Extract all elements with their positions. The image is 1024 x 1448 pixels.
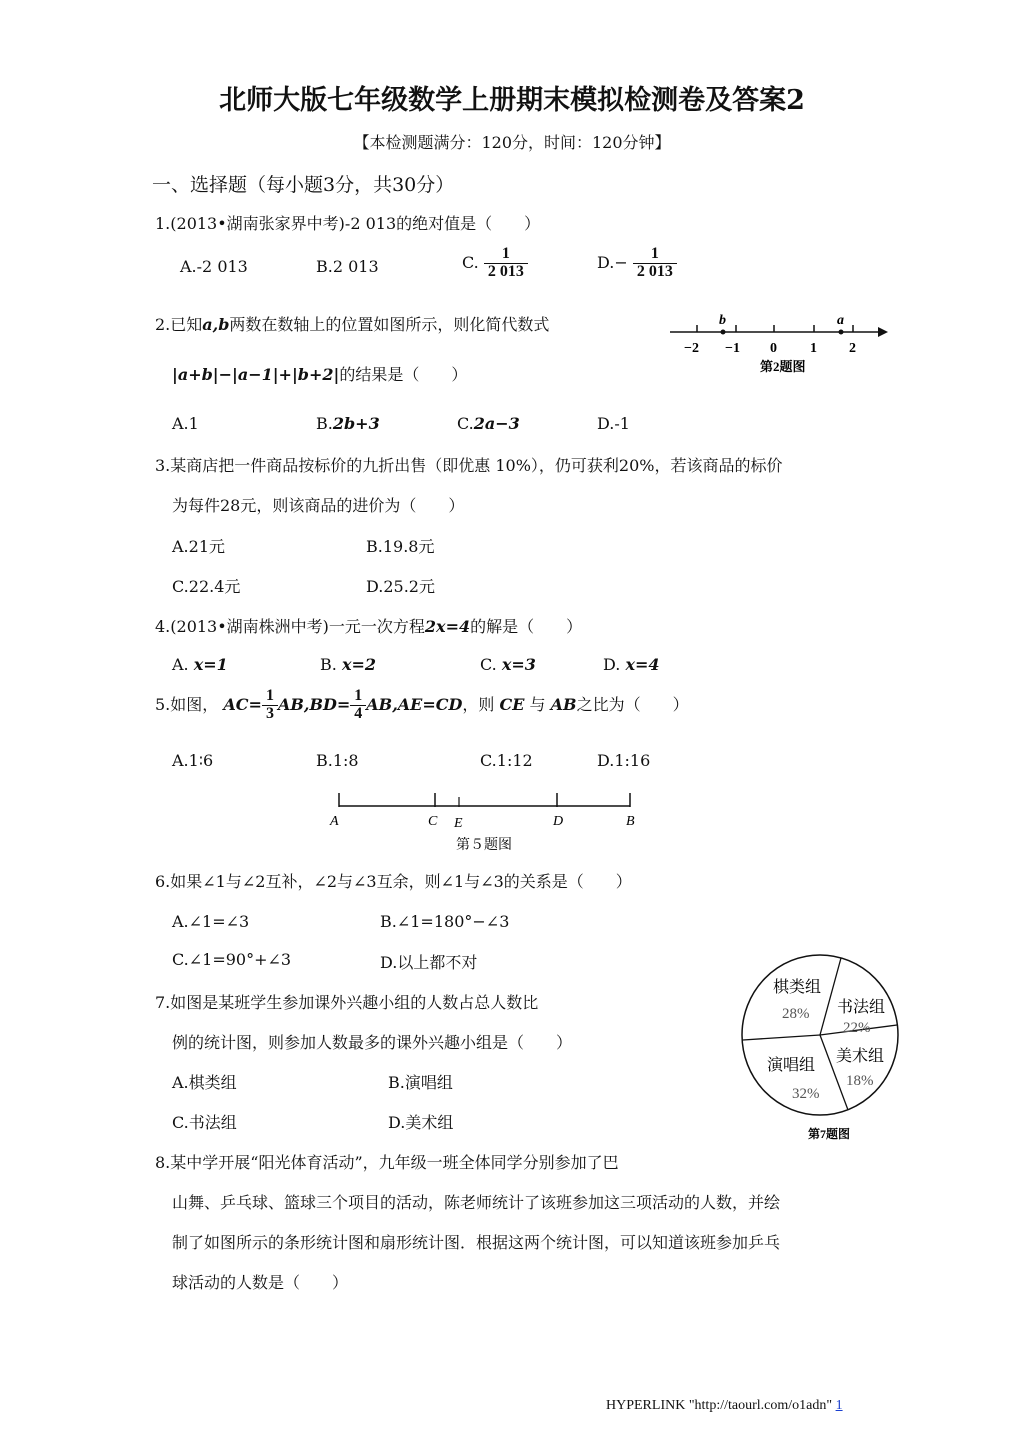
q5-stem-start: 5.如图， xyxy=(155,694,219,714)
q7-option-b: B.演唱组 xyxy=(388,1073,453,1092)
q1-c-numerator: 1 xyxy=(484,246,528,264)
q5-option-a: A.1∶6 xyxy=(172,751,214,770)
q5-equals: = xyxy=(336,694,351,714)
q4-option-d-label: D. xyxy=(603,655,621,674)
q4-option-b xyxy=(320,655,376,674)
q2-option-b-expr: 2b+3 xyxy=(332,414,380,433)
q1-d-numerator: 1 xyxy=(633,246,677,264)
q1-d-fraction xyxy=(633,246,677,281)
section-heading: 一、选择题（每小题3分，共30分） xyxy=(152,174,455,196)
point-D-label: D xyxy=(553,814,564,829)
pie-label-singing: 演唱组 xyxy=(767,1057,816,1074)
page-number[interactable]: 1 xyxy=(835,1398,843,1413)
q3-option-d: D.25.2元 xyxy=(366,577,435,596)
q2-stem-2: 的结果是（ ） xyxy=(339,365,468,384)
q1-c-denominator: 2 013 xyxy=(487,262,524,280)
q1-option-b: B.2 013 xyxy=(316,257,379,276)
q1-option-c-label: C. xyxy=(462,252,479,272)
pie-pct-art: 18% xyxy=(846,1073,874,1089)
q1-d-denominator: 2 013 xyxy=(636,262,673,280)
pie-label-art: 美术组 xyxy=(836,1048,885,1065)
q2-expression: |a+b|−|a−1|+|b+2| xyxy=(172,365,340,384)
footer-hyperlink xyxy=(606,1398,843,1414)
question-8-line3: 制了如图所示的条形统计图和扇形统计图．根据这两个统计图，可以知道该班参加乒乓 xyxy=(172,1233,781,1252)
q4-option-a-label: A. xyxy=(172,655,189,674)
q5-ab-bd: AB,BD xyxy=(277,694,337,714)
q5-with: 与 xyxy=(529,694,546,714)
q5-ab: AB xyxy=(550,694,577,714)
tick-label: 1 xyxy=(810,341,817,356)
segment-figure xyxy=(328,788,648,854)
q5-option-d: D.1:16 xyxy=(597,751,651,770)
q4-option-c-label: C. xyxy=(480,655,497,674)
question-2 xyxy=(155,312,549,335)
q4-option-d xyxy=(603,655,660,674)
q4-stem-start: 4.(2013•湖南株洲中考)一元一次方程 xyxy=(155,617,425,636)
q2-variables: a,b xyxy=(202,315,230,334)
q4-option-b-label: B. xyxy=(320,655,337,674)
q2-option-c-label: C. xyxy=(457,414,474,433)
pie-pct-singing: 32% xyxy=(792,1086,820,1102)
point-E-label: E xyxy=(454,816,463,831)
question-7-line2: 例的统计图，则参加人数最多的课外兴趣小组是（ ） xyxy=(172,1033,573,1052)
q5-f2-numerator: 1 xyxy=(350,688,366,706)
question-6: 6.如果∠1与∠2互补，∠2与∠3互余，则∠1与∠3的关系是（ ） xyxy=(155,872,632,891)
q2-option-a: A.1 xyxy=(172,414,199,433)
tick-label: −1 xyxy=(725,341,740,356)
q3-option-a: A.21元 xyxy=(172,537,226,556)
pie-label-calligraphy: 书法组 xyxy=(837,999,886,1016)
tick-label: −2 xyxy=(684,341,699,356)
q5-then: ，则 xyxy=(462,694,495,714)
q5-ab-ae-cd: AB,AE=CD xyxy=(366,694,463,714)
point-A-label: A xyxy=(330,814,339,829)
q5-fraction-1-4 xyxy=(350,688,366,723)
figure-caption: 第7题图 xyxy=(808,1127,851,1141)
q5-f2-denominator: 4 xyxy=(354,704,363,722)
q7-option-c: C.书法组 xyxy=(172,1113,237,1132)
pie-pct-chess: 28% xyxy=(782,1006,810,1022)
q4-stem-end: 的解是（ ） xyxy=(470,617,583,636)
question-7: 7.如图是某班学生参加课外兴趣小组的人数占总人数比 xyxy=(155,993,539,1012)
tick-label: 0 xyxy=(770,341,777,356)
q6-option-a: A.∠1=∠3 xyxy=(172,912,250,931)
footer-link-text: HYPERLINK "http://taourl.com/o1adn" xyxy=(606,1398,833,1413)
q1-option-c xyxy=(462,246,528,281)
number-line-figure xyxy=(664,306,894,378)
q1-option-d-label: D.− xyxy=(597,252,628,272)
q4-option-c-expr: x=3 xyxy=(501,655,536,674)
q5-stem-end: 之比为（ ） xyxy=(576,694,689,714)
point-C-label: C xyxy=(428,814,438,829)
q6-option-c: C.∠1=90°+∠3 xyxy=(172,950,292,969)
exam-info: 【本检测题满分：120分，时间：120分钟】 xyxy=(353,133,671,152)
q2-stem-end: 两数在数轴上的位置如图所示，则化简代数式 xyxy=(229,315,550,334)
q1-option-a: A.-2 013 xyxy=(180,257,248,276)
figure-caption: 第2题图 xyxy=(760,359,806,374)
q2-option-d: D.-1 xyxy=(597,414,630,433)
q2-option-c-expr: 2a−3 xyxy=(473,414,520,433)
q4-option-a xyxy=(172,655,228,674)
question-4 xyxy=(155,614,582,637)
q3-option-b: B.19.8元 xyxy=(366,537,435,556)
q2-option-b-label: B. xyxy=(316,414,333,433)
point-B-label: B xyxy=(626,814,635,829)
question-3-line2: 为每件28元，则该商品的进价为（ ） xyxy=(172,496,465,515)
question-8-line2: 山舞、乒乓球、篮球三个项目的活动，陈老师统计了该班参加这三项活动的人数，并绘 xyxy=(172,1193,781,1212)
q2-option-b xyxy=(316,414,380,433)
q6-option-d: D.以上都不对 xyxy=(380,953,478,972)
q5-equals: = xyxy=(248,694,262,714)
q1-option-d xyxy=(597,246,677,281)
point-b-label: b xyxy=(719,313,726,328)
q5-option-c: C.1:12 xyxy=(480,751,533,770)
q6-option-b: B.∠1=180°−∠3 xyxy=(380,912,510,931)
pie-label-chess: 棋类组 xyxy=(773,979,822,996)
q5-ce: CE xyxy=(499,694,525,714)
page-title: 北师大版七年级数学上册期末模拟检测卷及答案2 xyxy=(219,85,805,116)
tick-label: 2 xyxy=(849,341,856,356)
q4-option-b-expr: x=2 xyxy=(341,655,377,674)
q2-option-c xyxy=(457,414,520,433)
question-5 xyxy=(155,688,689,723)
point-a-label: a xyxy=(837,313,844,328)
question-2-line2 xyxy=(172,362,467,385)
q5-ac: AC xyxy=(223,694,249,714)
q4-equation: 2x=4 xyxy=(424,617,471,636)
figure-caption: 第５题图 xyxy=(456,838,512,853)
q4-option-c xyxy=(480,655,536,674)
question-3: 3.某商店把一件商品按标价的九折出售（即优惠 10%），仍可获利20%，若该商品的标价 xyxy=(155,456,783,475)
q4-option-d-expr: x=4 xyxy=(625,655,660,674)
q5-f1-denominator: 3 xyxy=(265,704,274,722)
q1-c-fraction xyxy=(484,246,528,281)
q5-f1-numerator: 1 xyxy=(262,688,278,706)
q3-option-c: C.22.4元 xyxy=(172,577,241,596)
q4-option-a-expr: x=1 xyxy=(193,655,228,674)
question-1: 1.(2013•湖南张家界中考)-2 013的绝对值是（ ） xyxy=(155,214,541,233)
q7-option-a: A.棋类组 xyxy=(172,1073,237,1092)
pie-pct-calligraphy: 22% xyxy=(843,1020,871,1036)
question-8-line4: 球活动的人数是（ ） xyxy=(172,1273,349,1292)
pie-chart-figure xyxy=(740,950,910,1150)
q2-stem-start: 2.已知 xyxy=(155,315,203,334)
q7-option-d: D.美术组 xyxy=(388,1113,454,1132)
q5-fraction-1-3 xyxy=(262,688,278,723)
question-8: 8.某中学开展“阳光体育活动”，九年级一班全体同学分别参加了巴 xyxy=(155,1153,619,1172)
q5-option-b: B.1:8 xyxy=(316,751,359,770)
